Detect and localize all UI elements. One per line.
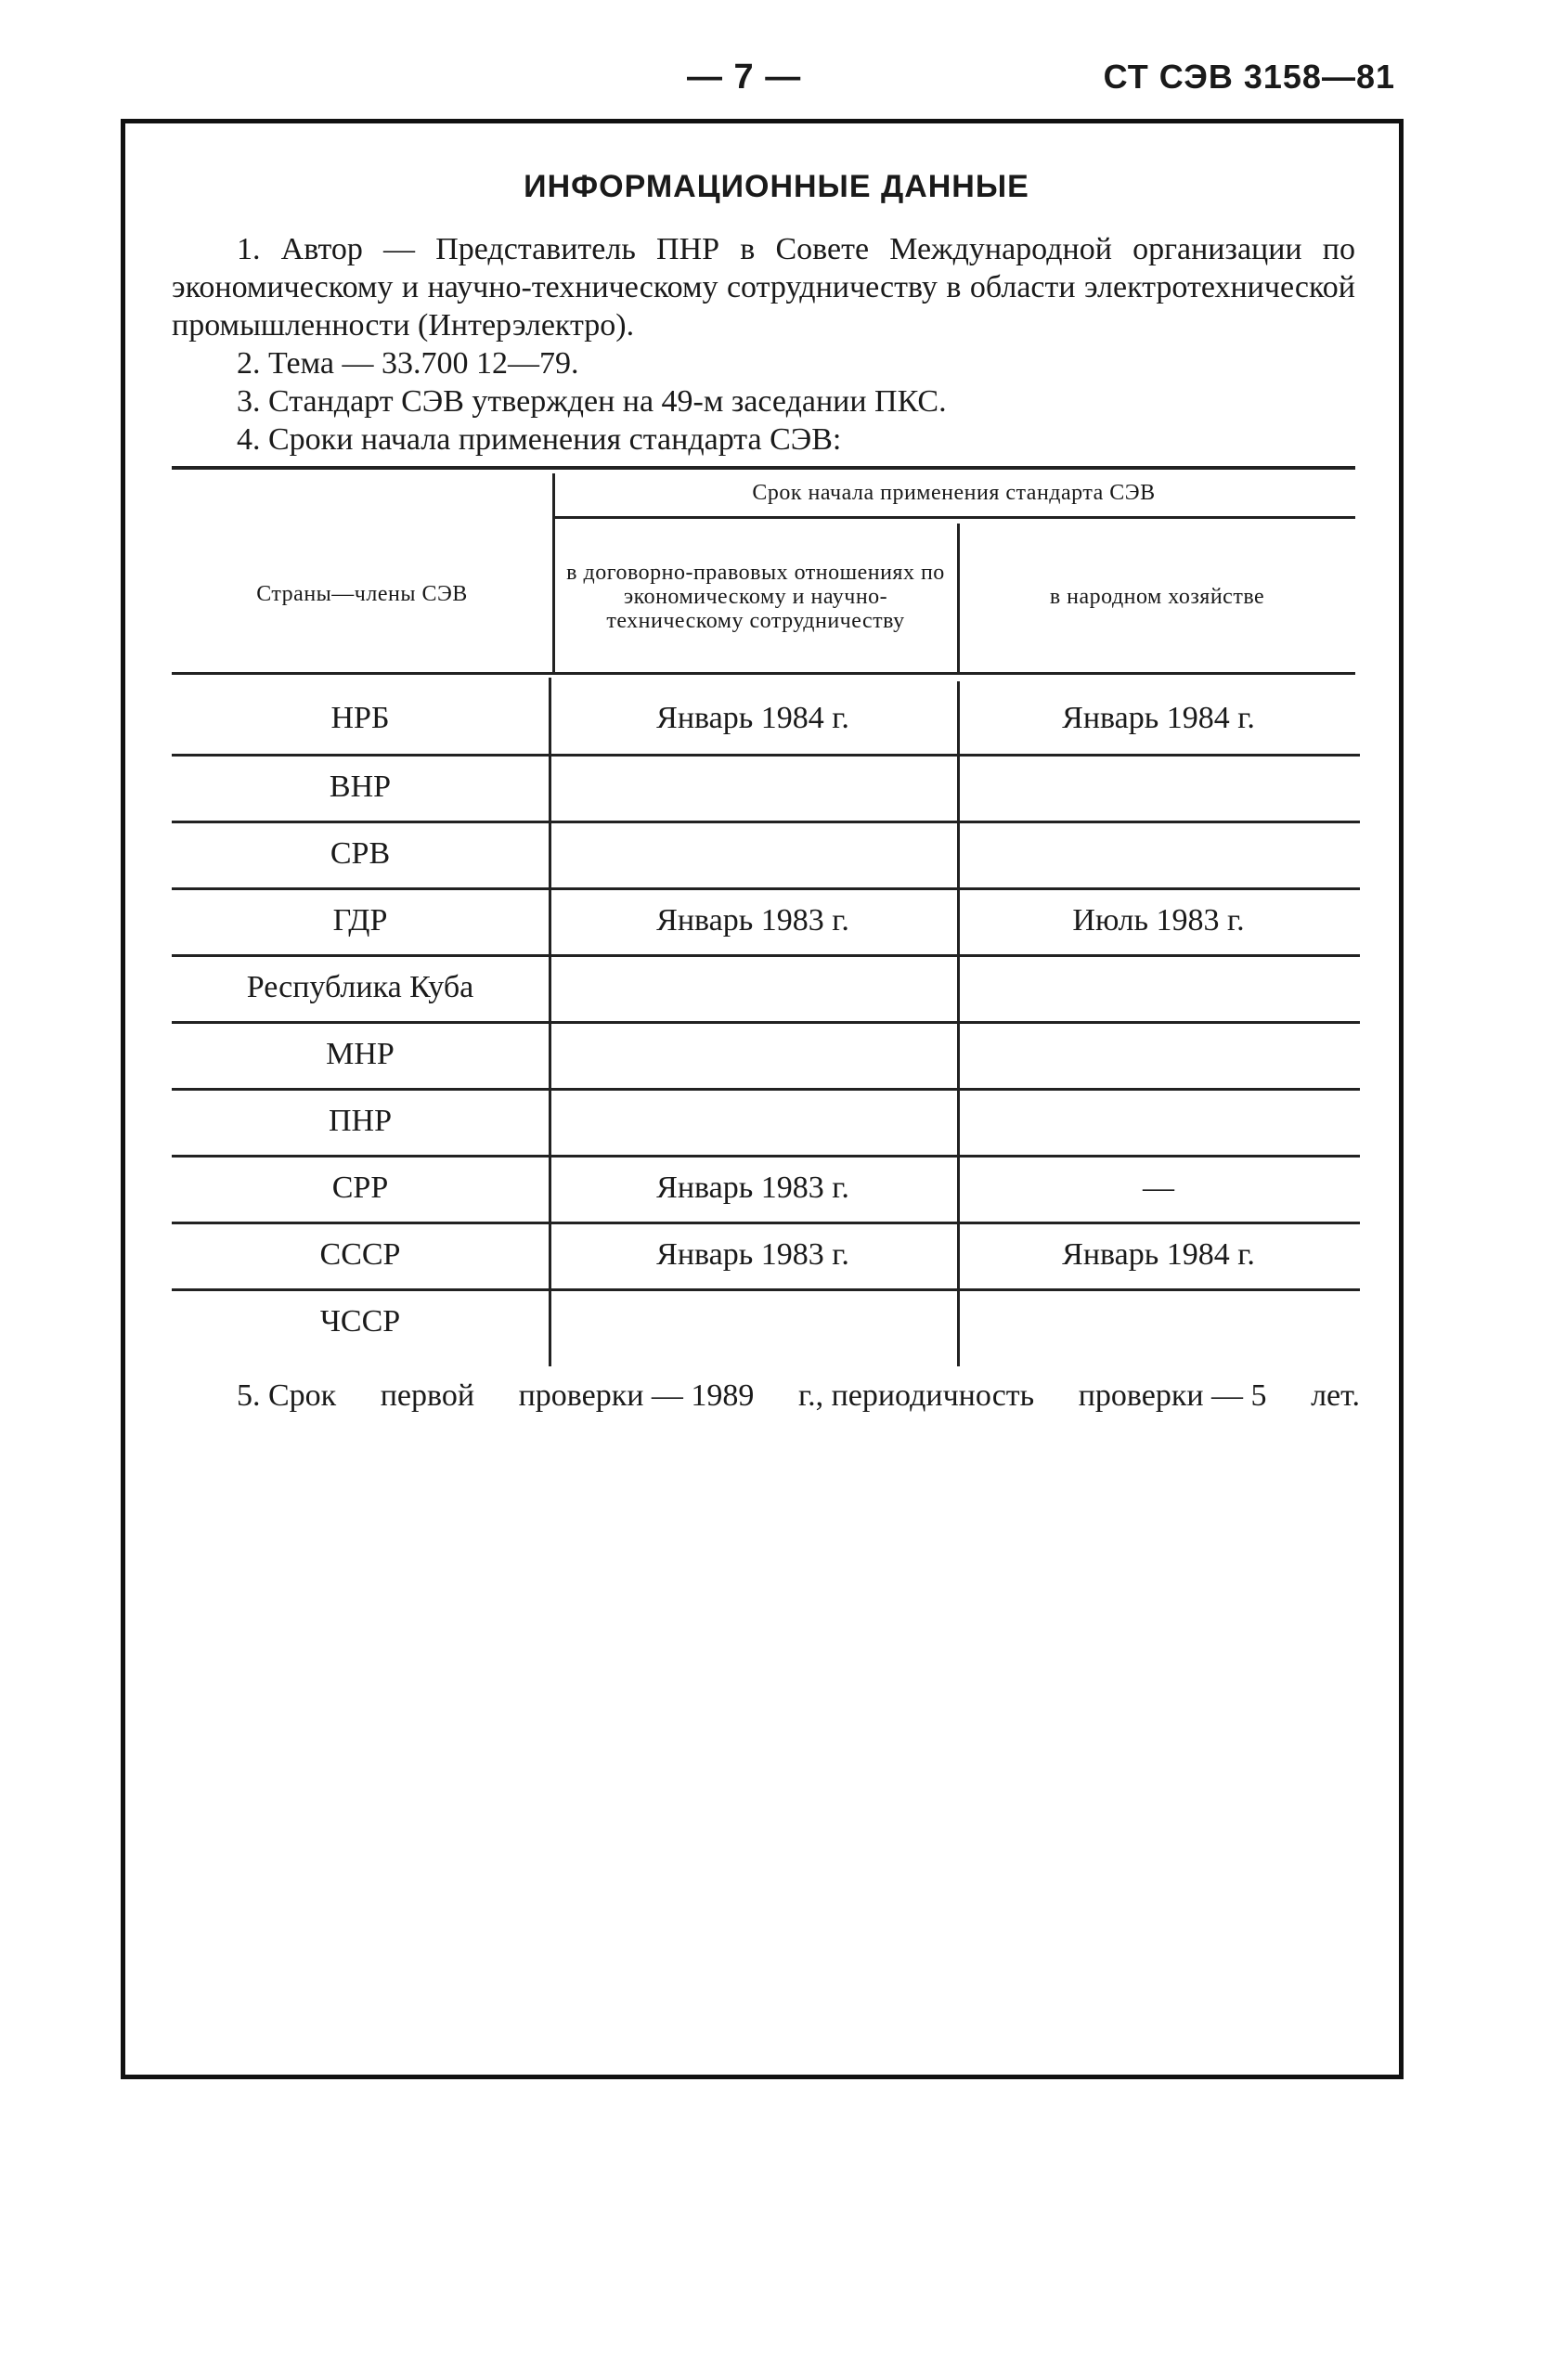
row-contract: Январь 1983 г. [656, 1171, 849, 1205]
info-item-approval: 3. Стандарт СЭВ утвержден на 49-м заседании ПКС. [237, 384, 947, 419]
row-economy: Январь 1984 г. [1062, 1237, 1255, 1272]
info-item-topic: 2. Тема — 33.700 12—79. [237, 346, 579, 381]
row-country: НРБ [330, 701, 390, 735]
table-group-rule [552, 516, 1355, 519]
row-contract [549, 954, 957, 1021]
row-country: СССР [319, 1237, 401, 1272]
header-economy: в народном хозяйстве [1049, 585, 1265, 609]
row-economy: — [1143, 1171, 1174, 1205]
review-note [237, 1378, 1360, 1414]
review-note-word: 5. Срок [237, 1378, 337, 1413]
info-item-dates: 4. Сроки начала применения стандарта СЭВ: [237, 422, 842, 457]
review-note-word: проверки — 5 [1078, 1378, 1267, 1413]
row-economy [957, 1021, 1360, 1088]
row-country: СРР [331, 1171, 389, 1205]
row-contract [549, 821, 957, 887]
row-economy [957, 821, 1360, 887]
info-item-author: 1. Автор — Представитель ПНР в Совете Международной организации по экономическому и научно-техническому сотрудничеству в области электротехнической промышленности (Интерэлектро). [172, 232, 1355, 343]
row-country: СРВ [330, 836, 391, 871]
standard-code: СТ СЭВ 3158—81 [1103, 58, 1395, 96]
row-contract [549, 1088, 957, 1155]
dates-table [172, 466, 1360, 1366]
row-economy: Январь 1984 г. [1062, 701, 1255, 735]
row-contract [549, 754, 957, 821]
row-economy [957, 1088, 1360, 1155]
review-note-word: проверки — 1989 [518, 1378, 755, 1413]
info-list [172, 230, 1355, 459]
header-contract: в договорно-правовых отношениях по экономическому и научно-техническому сотрудничеству [566, 561, 945, 633]
table-header-rule [172, 672, 1355, 675]
review-note-word: первой [380, 1378, 475, 1413]
row-country: МНР [326, 1037, 395, 1071]
row-contract: Январь 1983 г. [656, 1237, 849, 1272]
page-number: — 7 — [687, 58, 802, 97]
row-contract: Январь 1983 г. [656, 903, 849, 938]
row-economy [957, 1288, 1360, 1355]
review-note-word: г., периодичность [797, 1378, 1035, 1413]
header-country: Страны—члены СЭВ [256, 582, 468, 606]
section-title: ИНФОРМАЦИОННЫЕ ДАННЫЕ [524, 169, 1029, 204]
review-note-word: лет. [1311, 1378, 1360, 1413]
row-economy [957, 754, 1360, 821]
row-country: ГДР [332, 903, 388, 938]
row-contract: Январь 1984 г. [656, 701, 849, 735]
row-contract [549, 1021, 957, 1088]
row-country: Республика Куба [246, 970, 474, 1004]
row-contract [549, 1288, 957, 1355]
row-country: ЧССР [319, 1304, 401, 1339]
header-group: Срок начала применения стандарта СЭВ [752, 481, 1156, 505]
row-economy [957, 954, 1360, 1021]
row-economy: Июль 1983 г. [1072, 903, 1245, 938]
row-country: ВНР [329, 770, 392, 804]
row-country: ПНР [328, 1104, 393, 1138]
